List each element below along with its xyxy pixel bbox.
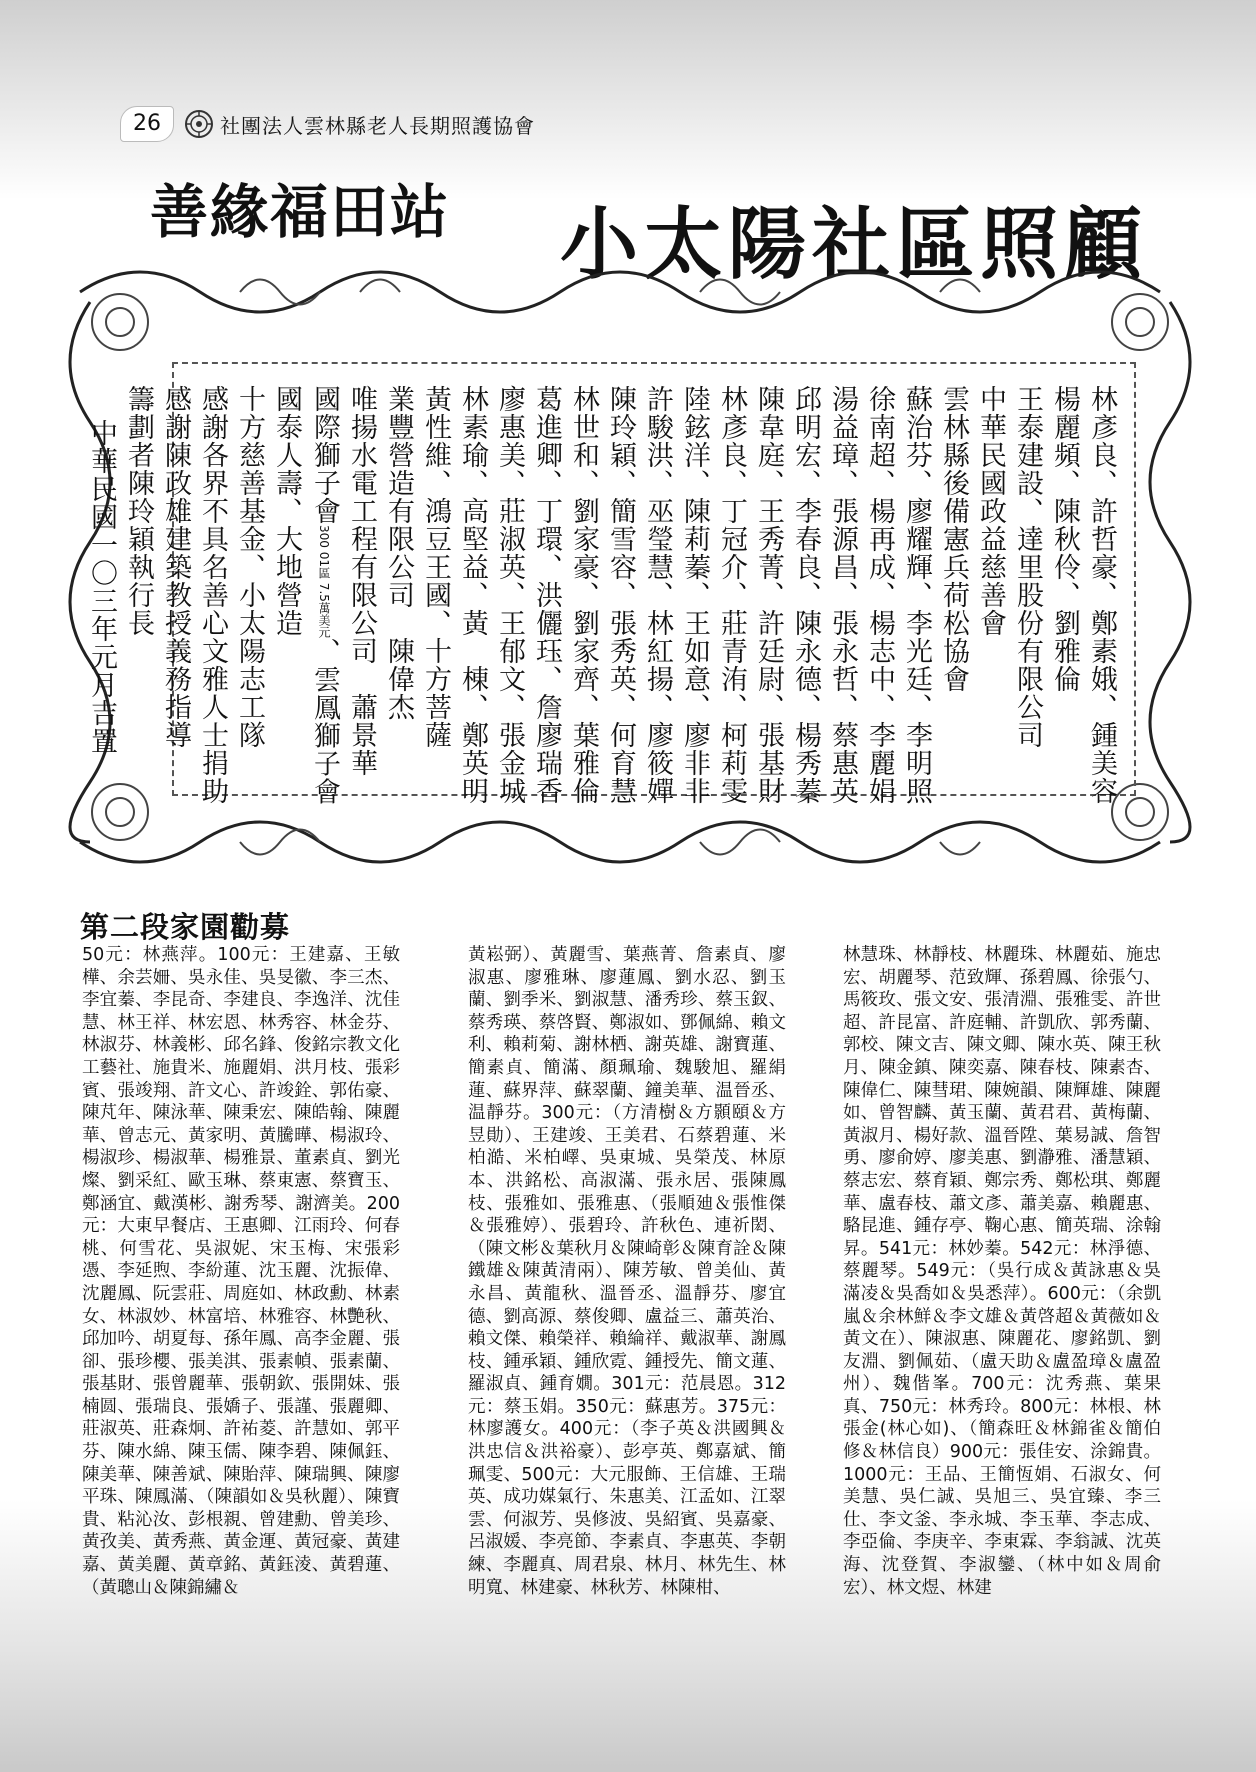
donor-line: 十方慈善基金、小太陽志工隊 bbox=[234, 385, 265, 749]
donation-column-3: 林慧珠、林靜枝、林麗珠、林麗茹、施忠宏、胡麗琴、范致輝、孫碧鳳、徐張勺、馬筱玫、張文安、張清淵、張雅雯、許世超、許昆富、許庭輔、許凱欣、郭秀蘭、郭校、陳文吉、陳文卿、陳水英、陳王秋月、陳金鎮、陳奕嘉、陳春枝、陳素杏、陳偉仁、陳彗珺、陳婉韻、陳輝雄、陳麗如、曾智麟、黃玉蘭、黃君君、黃梅蘭、黃淑月、楊好款、溫晉陞、葉易誠、詹智勇、廖俞婷、廖美惠、劉瀞雅、潘慧穎、蔡志宏、蔡育穎、鄭宗秀、鄭松琪、鄭麗華、盧春枝、蕭文彥、蕭美嘉、賴麗惠、駱昆進、鍾存亭、鞠心惠、簡英瑞、涂翰昇。541元：林妙蓁。542元：林淨德、蔡麗琴。549元：（吳行成＆黃詠惠＆吳滿凌＆吳喬如＆吳悉萍）。600元：（余凱嵐＆余林鮮＆李文雄＆黃啓超＆黃薇如＆黃文在）、陳淑惠、陳麗花、廖銘凱、劉友淵、劉佩茹、（盧天助＆盧盈璋＆盧盈州）、魏偕峯。700元：沈秀燕、葉果真、750元：林秀玲。800元：林根、林張金(林心如)、（簡森旺＆林錦雀＆簡伯修＆林信良）900元：張佳安、涂錦貴。1000元：王品、王簡恆娟、石淑女、何美慧、吳仁誠、吳旭三、吳宜臻、李三仕、李文釜、李永城、李玉華、李志成、李亞倫、李庚辛、李東霖、李翁誠、沈英海、沈登賀、李淑鑾、（林中如＆周俞宏）、林文煜、林建 bbox=[843, 945, 1161, 1598]
donor-line: 業豐營造有限公司 陳偉杰 bbox=[383, 385, 414, 721]
organization-name: 社團法人雲林縣老人長期照護協會 bbox=[220, 113, 535, 138]
lions-suffix: 、雲鳳獅子會 bbox=[309, 637, 340, 806]
section-title: 第二段家園勸募 bbox=[80, 910, 291, 944]
donor-line: 林彥良、丁冠介、莊青洧、柯莉雯 bbox=[716, 385, 747, 805]
donor-line: 葛進卿、丁環、洪儷珏、詹廖瑞香 bbox=[531, 385, 562, 805]
donor-line: 陸鉉洋、陳莉蓁、王如意、廖非非 bbox=[679, 385, 710, 805]
donor-line: 籌劃者陳玲穎執行長 bbox=[123, 385, 154, 637]
donor-line: 許駿洪、巫瑩慧、林紅揚、廖筱嬋 bbox=[642, 385, 673, 805]
lions-prefix: 國際獅子會 bbox=[309, 385, 340, 525]
donor-line: 國泰人壽、大地營造 bbox=[271, 385, 302, 637]
column-title: 善緣福田站 bbox=[150, 178, 451, 246]
page-number: 26 bbox=[120, 106, 174, 142]
donor-line: 黃性維、鴻豆王國、十方菩薩 bbox=[420, 385, 451, 749]
donor-line: 王泰建設、達里股份有限公司 bbox=[1012, 385, 1043, 749]
lions-amount: 300 01區 7.5萬美元 bbox=[317, 525, 331, 638]
page-header bbox=[120, 108, 535, 140]
donation-column-1: 50元：林燕萍。100元：王建嘉、王敏樺、余芸姍、吳永佳、吳旻徽、李三杰、李宜蓁、李昆奇、李建良、李逸洋、沈佳慧、林王祥、林宏恩、林秀容、林金芬、林淑芬、林義彬、邱名鋒、俊銘宗教文化工藝社、施貴米、施麗娟、洪月枝、張彩賓、張竣翔、許文心、許竣銓、郭佑豪、陳芃年、陳泳華、陳秉宏、陳皓翰、陳麗華、曾志元、黃家明、黃騰曄、楊淑玲、楊淑珍、楊淑華、楊雅景、董素貞、劉光燦、劉采紅、歐玉琳、蔡東憲、蔡寶玉、鄭涵宜、戴漢彬、謝秀琴、謝濟美。200元：大東早餐店、王惠卿、江雨玲、何春桃、何雪花、吳淑妮、宋玉梅、宋張彩憑、李延煦、李紛蓮、沈玉麗、沈振偉、沈麗鳳、阮雲莊、周庭如、林政勳、林素女、林淑妙、林富培、林雅容、林艷秋、邱加吟、胡夏每、孫年鳳、高李金麗、張卻、張珍櫻、張美淇、張素幀、張素蘭、張基財、張曾麗華、張朝欽、張開妹、張楠圆、張瑞良、張嬌子、張謹、張麗卿、莊淑英、莊森炯、許祐菱、許慧如、郭平芬、陳水綿、陳玉儒、陳李碧、陳佩鈺、陳美華、陳善斌、陳貽萍、陳瑞興、陳廖平珠、陳鳳滿、（陳韻如＆吳秋麗）、陳寶貴、粘沁汝、彭根親、曾建勳、曾美珍、黃孜美、黃秀燕、黃金運、黃冠豪、黃建嘉、黃美麗、黃章銘、黃鈺淩、黃碧蓮、（黃聰山＆陳錦繡＆ bbox=[82, 945, 400, 1598]
donor-list bbox=[86, 385, 1120, 806]
donor-line: 感謝陳政雄建築教授義務指導 bbox=[160, 385, 191, 749]
donor-line: 林彥良、許哲豪、鄭素娥、鍾美容 bbox=[1086, 385, 1117, 805]
donor-line: 林世和、劉家豪、劉家齊、葉雅倫 bbox=[568, 385, 599, 805]
donor-line: 徐南超、楊再成、楊志中、李麗娟 bbox=[864, 385, 895, 805]
donor-line: 陳玲穎、簡雪容、張秀英、何育慧 bbox=[605, 385, 636, 805]
association-logo-icon bbox=[184, 109, 214, 139]
donor-line: 蘇治芬、廖耀輝、李光廷、李明照 bbox=[901, 385, 932, 805]
page-title: 小太陽社區照顧 bbox=[560, 199, 1149, 290]
donor-line: 湯益璋、張源昌、張永哲、蔡惠英 bbox=[827, 385, 858, 805]
donor-line: 林素瑜、高堅益、黃 棟、鄭英明 bbox=[457, 385, 488, 805]
donor-line: 邱明宏、李春良、陳永德、楊秀蓁 bbox=[790, 385, 821, 805]
donor-line: 廖惠美、莊淑英、王郁文、張金城 bbox=[494, 385, 525, 805]
donor-line: 感謝各界不具名善心文雅人士捐助 bbox=[197, 385, 228, 805]
donor-line: 陳韋庭、王秀菁、許廷尉、張基財 bbox=[753, 385, 784, 805]
donor-line: 楊麗頻、陳秋伶、劉雅倫 bbox=[1049, 385, 1080, 693]
donor-line: 雲林縣後備憲兵荷松協會 bbox=[938, 385, 969, 693]
donor-line: 中華民國政益慈善會 bbox=[975, 385, 1006, 637]
donor-line-lions bbox=[305, 385, 343, 806]
dedication-date: 中華民國一〇三年元月吉置 bbox=[86, 419, 117, 755]
donor-line: 唯揚水電工程有限公司 蕭景華 bbox=[346, 385, 377, 777]
donation-column-2: 黃崧弼）、黃麗雪、葉燕菁、詹素貞、廖淑惠、廖雅琳、廖蓮鳳、劉水忍、劉玉蘭、劉季米、劉淑慧、潘秀珍、蔡玉釵、蔡秀瑛、蔡啓賢、鄭淑如、鄧佩綿、賴文利、賴莉菊、謝林栖、謝英雄、謝寶蓮、簡素貞、簡滿、顏珮瑜、魏駿旭、羅絹蓮、蘇界萍、蘇翠蘭、鐘美華、温晉丞、温靜芬。300元：（方清樹＆方顥頤＆方昱勛）、王建竣、王美君、石蔡碧蓮、米柏澔、米柏嶧、吳東城、吳榮茂、林原本、洪銘松、高淑滿、張永居、張陳鳳枝、張雅如、張雅惠、（張順廸＆張惟傑＆張雅婷）、張碧玲、許秋色、連祈閎、（陳文彬＆葉秋月＆陳崎彰＆陳育詮＆陳鐵雄＆陳黃清兩）、陳芳敏、曾美仙、黃永昌、黃龍秋、溫晉丞、溫靜芬、廖宜德、劉高源、蔡俊卿、盧益三、蕭英治、賴文傑、賴榮祥、賴綸祥、戴淑華、謝鳳枝、鍾承穎、鍾欣霓、鍾授先、簡文蓮、羅淑貞、鍾育嫺。301元：范晨恩。312元：蔡玉娟。350元：蘇惠芳。375元：林廖護女。400元：（李子英＆洪國興＆洪忠信＆洪裕豪）、彭亭英、鄭嘉斌、簡珮雯、500元：大元服飾、王信雄、王瑞英、成功媒氣行、朱惠美、江孟如、江翠雲、何淑芳、吳修波、吳紹賓、吳嘉豪、呂淑媛、李亮節、李素貞、李惠英、李朝練、李麗真、周君泉、林月、林先生、林明寬、林建豪、林秋芳、林陳柑、 bbox=[468, 945, 786, 1598]
